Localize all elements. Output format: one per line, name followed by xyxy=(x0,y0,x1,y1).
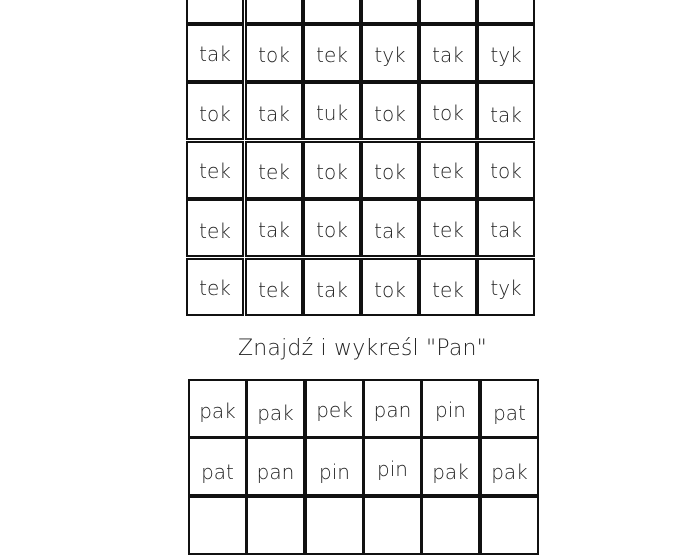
grid1-cell xyxy=(303,82,361,140)
grid1-cell xyxy=(186,141,244,199)
grid1-word: tyk xyxy=(490,276,522,300)
grid2-cell xyxy=(480,379,539,438)
grid1-cell xyxy=(419,258,477,316)
grid1-word: tok xyxy=(374,278,406,302)
grid2-cell xyxy=(363,496,422,555)
instruction-text: Znajdź i wykreśl "Pan" xyxy=(238,336,487,361)
grid1-word: tek xyxy=(316,43,348,67)
grid1-cell xyxy=(477,141,535,199)
grid1-word: tek xyxy=(432,218,464,242)
grid1-cell xyxy=(245,24,303,82)
grid1-cell xyxy=(186,0,244,24)
grid2-word: pek xyxy=(316,398,353,422)
grid1-cell xyxy=(477,199,535,257)
grid2-cell xyxy=(246,496,305,555)
grid1-word: tak xyxy=(490,103,522,127)
grid2-word: pak xyxy=(257,401,294,425)
grid1-word: tek xyxy=(199,219,231,243)
grid1-word: tak xyxy=(490,218,522,242)
grid1-cell xyxy=(245,199,303,257)
grid2-cell xyxy=(305,496,364,555)
grid2-word: pat xyxy=(493,401,526,425)
grid1-word: tek xyxy=(432,278,464,302)
grid1-word: tok xyxy=(258,43,290,67)
grid2-word: pak xyxy=(491,460,528,484)
grid1-word: tak xyxy=(316,278,348,302)
grid1-cell xyxy=(303,258,361,316)
grid1-cell xyxy=(361,24,419,82)
grid1-cell xyxy=(303,141,361,199)
grid1-cell xyxy=(361,199,419,257)
grid2-cell xyxy=(363,379,422,438)
grid1-cell xyxy=(245,141,303,199)
grid2-word: pan xyxy=(373,398,412,422)
grid1-cell xyxy=(303,0,361,24)
grid1-cell xyxy=(186,258,244,316)
grid2-cell xyxy=(188,379,247,438)
grid2-cell xyxy=(188,437,247,496)
grid2-cell xyxy=(305,379,364,438)
grid1-cell xyxy=(245,0,303,24)
grid1-cell xyxy=(186,82,244,140)
grid1-word: tok xyxy=(316,160,348,184)
grid1-word: tok xyxy=(432,101,464,125)
grid1-word: tok xyxy=(199,102,231,126)
grid2-cell xyxy=(188,496,247,555)
grid2-word: pin xyxy=(435,398,466,422)
grid1-word: tek xyxy=(258,278,290,302)
grid2-cell xyxy=(246,379,305,438)
grid2-cell xyxy=(421,437,480,496)
grid1-word: tek xyxy=(258,160,290,184)
grid2-cell xyxy=(363,437,422,496)
grid1-cell xyxy=(303,24,361,82)
grid1-cell xyxy=(477,24,535,82)
grid1-cell xyxy=(361,82,419,140)
grid1-word: tak xyxy=(432,43,464,67)
grid1-cell xyxy=(477,82,535,140)
grid1-word: tok xyxy=(374,102,406,126)
grid2-word: pat xyxy=(201,460,234,484)
grid1-cell xyxy=(186,24,244,82)
grid1-cell xyxy=(419,24,477,82)
grid1-word: tek xyxy=(199,159,231,183)
grid2-word: pak xyxy=(432,460,469,484)
grid1-word: tok xyxy=(316,218,348,242)
grid1-cell xyxy=(477,258,535,316)
grid1-cell xyxy=(361,141,419,199)
grid1-cell xyxy=(419,199,477,257)
grid1-cell xyxy=(303,199,361,257)
grid1-word: tyk xyxy=(490,43,522,67)
grid1-cell xyxy=(419,0,477,24)
grid1-word: tak xyxy=(374,219,406,243)
grid2-word: pak xyxy=(199,399,236,423)
grid1-cell xyxy=(245,82,303,140)
grid2-cell xyxy=(480,437,539,496)
grid1-word: tyk xyxy=(374,43,406,67)
grid2-word: pin xyxy=(319,460,350,484)
grid1-word: tok xyxy=(374,160,406,184)
grid1-cell xyxy=(419,82,477,140)
grid1-cell xyxy=(245,258,303,316)
grid1-cell xyxy=(419,141,477,199)
grid1-word: tok xyxy=(490,159,522,183)
grid2-cell xyxy=(421,379,480,438)
grid1-word: tak xyxy=(258,218,290,242)
grid1-word: tek xyxy=(432,159,464,183)
grid2-cell xyxy=(421,496,480,555)
grid1-word: tak xyxy=(199,42,231,66)
grid1-word: tek xyxy=(199,276,231,300)
grid2-cell xyxy=(305,437,364,496)
grid2-word: pin xyxy=(377,457,408,481)
grid1-word: tak xyxy=(258,102,290,126)
grid2-cell xyxy=(480,496,539,555)
grid2-word: pan xyxy=(256,460,295,484)
grid1-cell xyxy=(477,0,535,24)
grid1-cell xyxy=(361,258,419,316)
grid1-word: tuk xyxy=(315,101,349,125)
grid2-cell xyxy=(246,437,305,496)
grid1-cell xyxy=(361,0,419,24)
grid1-cell xyxy=(186,199,244,257)
